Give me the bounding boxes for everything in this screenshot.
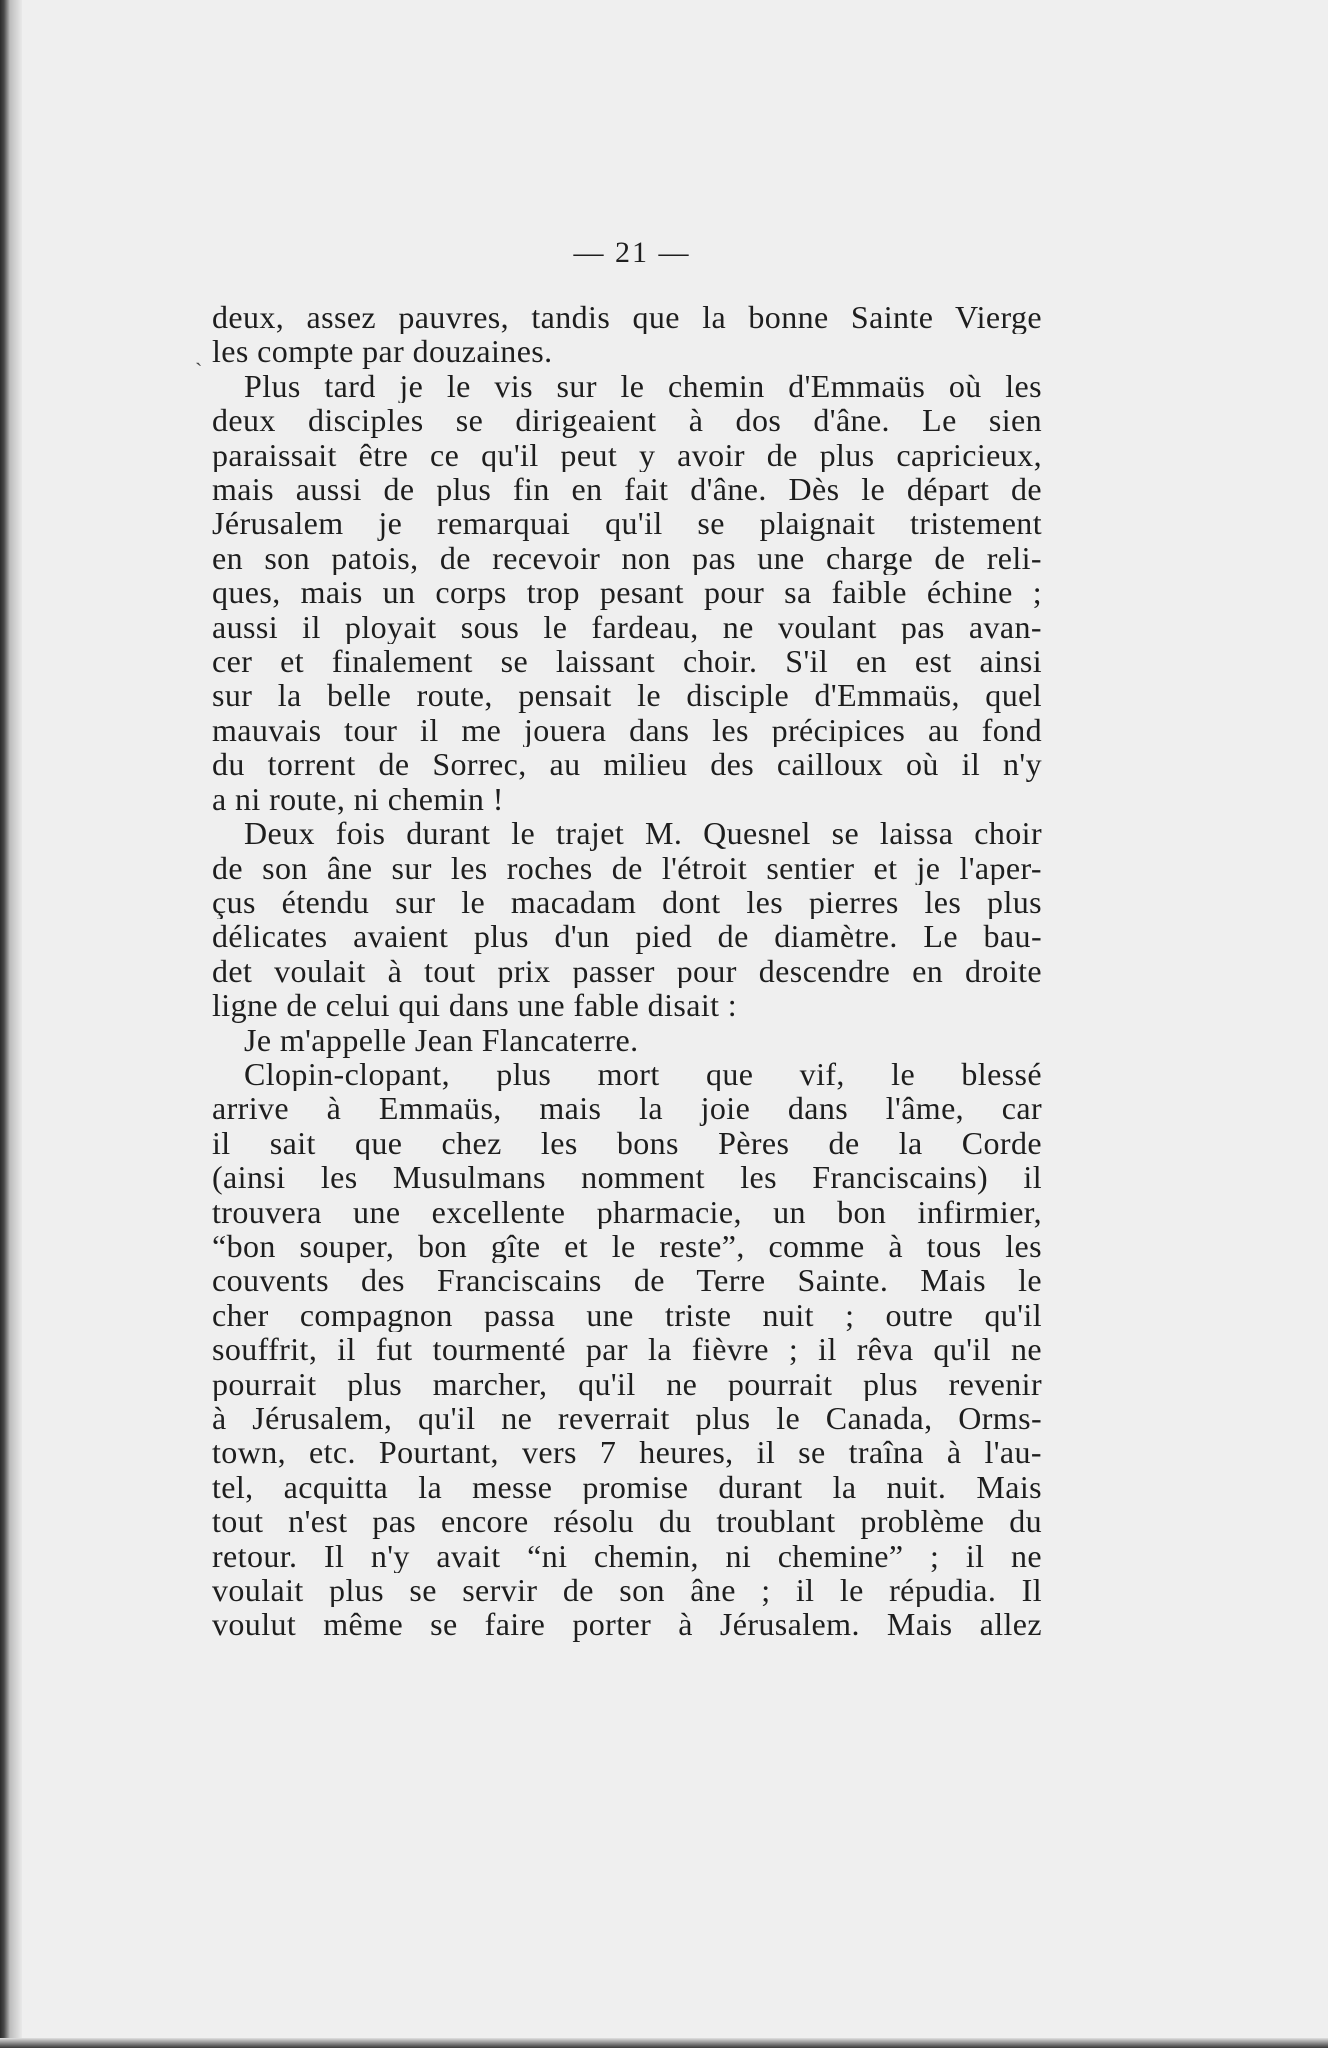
book-page [212, 236, 1042, 1642]
text-line: tout n'est pas encore résolu du troublant problème du [212, 1504, 1042, 1539]
page-binding-edge [0, 0, 22, 2048]
text-line: cer et finalement se laissant choir. S'il en est ainsi [212, 644, 1042, 679]
verse-line: Je m'appelle Jean Flancaterre. [244, 1021, 639, 1058]
text-line: cher compagnon passa une triste nuit ; outre qu'il [212, 1297, 1042, 1333]
text-line: délicates avaient plus d'un pied de diamètre. Le bau- [212, 919, 1042, 954]
text-line: du torrent de Sorrec, au milieu des cailloux où il n'y [212, 747, 1042, 782]
text-line: souffrit, il fut tourmenté par la fièvre ; il rêva qu'il ne [212, 1332, 1042, 1367]
text-line: Deux fois durant le trajet M. Quesnel se laissa choir [244, 816, 1042, 851]
text-line: tel, acquitta la messe promise durant la nuit. Mais [212, 1469, 1042, 1505]
page-bottom-edge [0, 2038, 1328, 2048]
text-line: çus étendu sur le macadam dont les pierres les plus [212, 884, 1042, 920]
text-line: trouvera une excellente pharmacie, un bon infirmier, [212, 1194, 1042, 1229]
text-line: voulait plus se servir de son âne ; il le répudia. Il [212, 1573, 1042, 1608]
text-line: Plus tard je le vis sur le chemin d'Emmaüs où les [244, 368, 1042, 404]
text-line: sur la belle route, pensait le disciple d'Emmaüs, quel [212, 678, 1042, 713]
text-line: mais aussi de plus fin en fait d'âne. Dès le départ de [212, 472, 1042, 507]
text-line: couvents des Franciscains de Terre Sainte. Mais le [212, 1263, 1042, 1298]
page-text [212, 300, 1042, 1642]
text-line: à Jérusalem, qu'il ne reverrait plus le Canada, Orms- [212, 1401, 1042, 1436]
text-line: ligne de celui qui dans une fable disait : [212, 988, 738, 1023]
margin-mark: ` [195, 358, 203, 383]
text-line: det voulait à tout prix passer pour descendre en droite [212, 953, 1042, 989]
text-line: paraissait être ce qu'il peut y avoir de plus capricieux, [212, 437, 1042, 473]
text-line: deux disciples se dirigeaient à dos d'âne. Le sien [212, 403, 1042, 438]
text-line: deux, assez pauvres, tandis que la bonne Sainte Vierge [212, 300, 1042, 335]
text-line: town, etc. Pourtant, vers 7 heures, il se traîna à l'au- [212, 1435, 1042, 1470]
text-line: ques, mais un corps trop pesant pour sa faible échine ; [212, 575, 1042, 610]
text-line: (ainsi les Musulmans nomment les Franciscains) il [212, 1160, 1042, 1195]
text-line: arrive à Emmaüs, mais la joie dans l'âme, car [212, 1091, 1042, 1126]
text-line: en son patois, de recevoir non pas une charge de reli- [212, 540, 1042, 576]
text-line: de son âne sur les roches de l'étroit sentier et je l'aper- [212, 850, 1042, 885]
text-line: retour. Il n'y avait “ni chemin, ni chemine” ; il ne [212, 1538, 1042, 1574]
text-line: Jérusalem je remarquai qu'il se plaignait tristement [212, 506, 1042, 541]
page-number: — 21 — [573, 236, 691, 269]
paragraph-block-2 [212, 1057, 1042, 1642]
text-line: pourrait plus marcher, qu'il ne pourrait plus revenir [212, 1366, 1042, 1401]
text-line: a ni route, ni chemin ! [212, 781, 504, 817]
text-line: mauvais tour il me jouera dans les précipices au fond [212, 712, 1042, 748]
text-line: “bon souper, bon gîte et le reste”, comme à tous les [212, 1228, 1042, 1264]
text-line: aussi il ployait sous le fardeau, ne voulant pas avan- [212, 609, 1042, 645]
paragraph-block-1 [212, 300, 1042, 1023]
text-line: il sait que chez les bons Pères de la Corde [212, 1125, 1042, 1161]
text-line: voulut même se faire porter à Jérusalem. Mais allez [212, 1607, 1042, 1642]
text-line: les compte par douzaines. [212, 334, 553, 369]
text-line: Clopin-clopant, plus mort que vif, le blessé [244, 1056, 1042, 1092]
